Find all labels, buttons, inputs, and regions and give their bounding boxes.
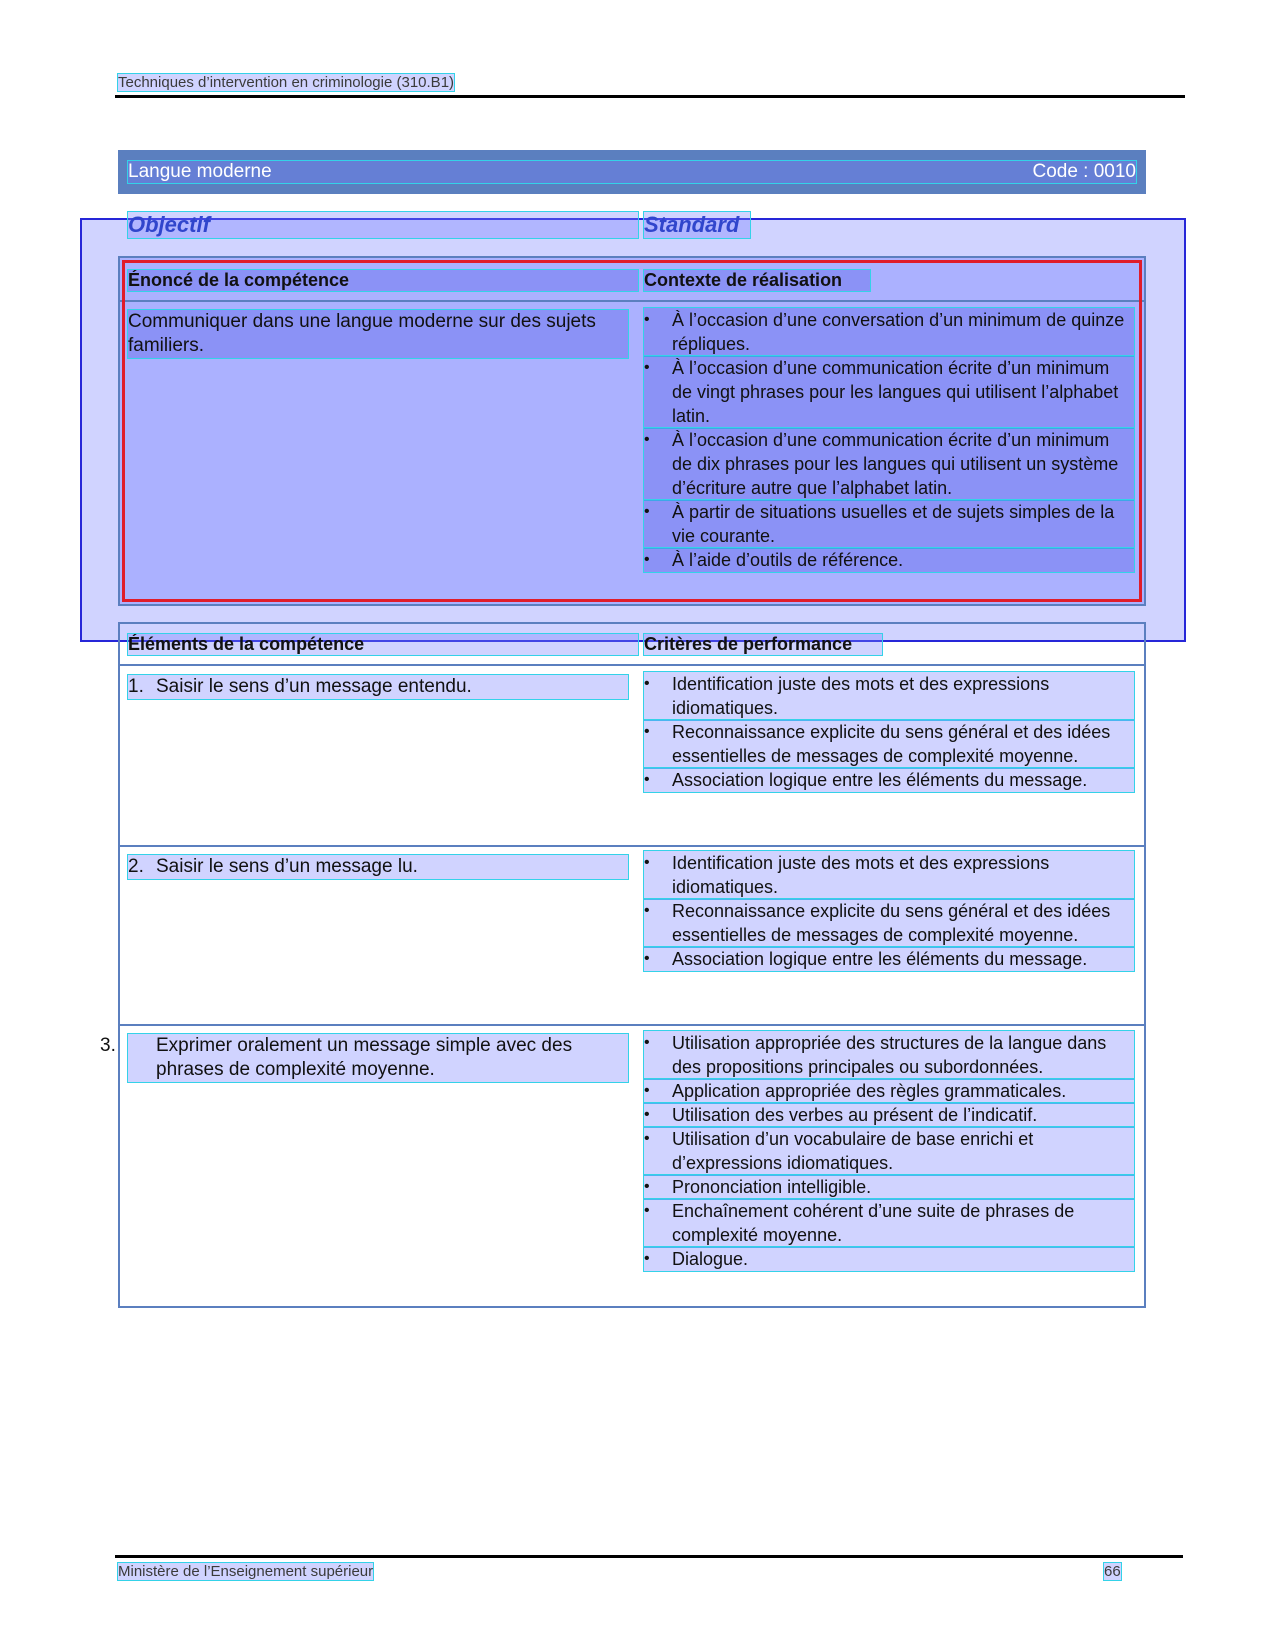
element-1: 1. Saisir le sens d’un message entendu. bbox=[128, 675, 628, 699]
context-item: • À l’occasion d’une communication écrite d’un minimum de dix phrases pour les langues qui utilisent un système d’écriture autre que l’alphabet latin. bbox=[644, 428, 1134, 500]
context-list bbox=[644, 308, 1134, 572]
criteria-item: • Utilisation des verbes au présent de l’indicatif. bbox=[644, 1103, 1134, 1127]
criteria-header: Critères de performance bbox=[644, 634, 882, 655]
criteria-item: • Association logique entre les éléments du message. bbox=[644, 768, 1134, 792]
footer-rule bbox=[115, 1555, 1183, 1558]
course-title-bar bbox=[118, 150, 1146, 194]
context-item: • À partir de situations usuelles et de sujets simples de la vie courante. bbox=[644, 500, 1134, 548]
criteria-item: • Identification juste des mots et des expressions idiomatiques. bbox=[644, 672, 1134, 720]
row-divider bbox=[118, 1024, 1146, 1026]
criteria-item: • Prononciation intelligible. bbox=[644, 1175, 1134, 1199]
running-header: Techniques d’intervention en criminologie (310.B1) bbox=[118, 74, 455, 91]
criteria-list-1 bbox=[644, 672, 1134, 792]
criteria-item: • Utilisation appropriée des structures de la langue dans des propositions principales ou subordonnées. bbox=[644, 1031, 1134, 1079]
criteria-list-2 bbox=[644, 851, 1134, 971]
elements-header: Éléments de la compétence bbox=[128, 634, 638, 655]
criteria-item: • Dialogue. bbox=[644, 1247, 1134, 1271]
competence-statement-header: Énoncé de la compétence bbox=[128, 270, 638, 291]
context-item: • À l’occasion d’une conversation d’un minimum de quinze répliques. bbox=[644, 308, 1134, 356]
criteria-item: • Reconnaissance explicite du sens général et des idées essentielles de messages de complexité moyenne. bbox=[644, 720, 1134, 768]
footer-ministry: Ministère de l’Enseignement supérieur bbox=[118, 1563, 374, 1580]
criteria-item: • Identification juste des mots et des expressions idiomatiques. bbox=[644, 851, 1134, 899]
row-divider bbox=[118, 845, 1146, 847]
element-2: 2. Saisir le sens d’un message lu. bbox=[128, 855, 628, 879]
criteria-list-3 bbox=[644, 1031, 1134, 1271]
header-rule bbox=[115, 95, 1185, 98]
criteria-item: • Association logique entre les éléments du message. bbox=[644, 947, 1134, 971]
elements-header-rule bbox=[118, 664, 1146, 666]
criteria-item: • Reconnaissance explicite du sens général et des idées essentielles de messages de complexité moyenne. bbox=[644, 899, 1134, 947]
element-3: 3. Exprimer oralement un message simple avec des phrases de complexité moyenne. bbox=[128, 1034, 628, 1082]
objectif-label: Objectif bbox=[128, 212, 638, 238]
criteria-item: • Application appropriée des règles grammaticales. bbox=[644, 1079, 1134, 1103]
standard-label: Standard bbox=[644, 212, 750, 238]
context-header: Contexte de réalisation bbox=[644, 270, 870, 291]
page-number: 66 bbox=[1104, 1563, 1121, 1580]
context-item: • À l’occasion d’une communication écrite d’un minimum de vingt phrases pour les langues qui utilisent l’alphabet latin. bbox=[644, 356, 1134, 428]
competence-statement: Communiquer dans une langue moderne sur des sujets familiers. bbox=[128, 310, 628, 358]
course-title: Langue moderne bbox=[128, 161, 272, 182]
context-item: • À l’aide d’outils de référence. bbox=[644, 548, 1134, 572]
criteria-item: • Enchaînement cohérent d’une suite de phrases de complexité moyenne. bbox=[644, 1199, 1134, 1247]
criteria-item: • Utilisation d’un vocabulaire de base enrichi et d’expressions idiomatiques. bbox=[644, 1127, 1134, 1175]
course-code: Code : 0010 bbox=[1032, 161, 1136, 182]
